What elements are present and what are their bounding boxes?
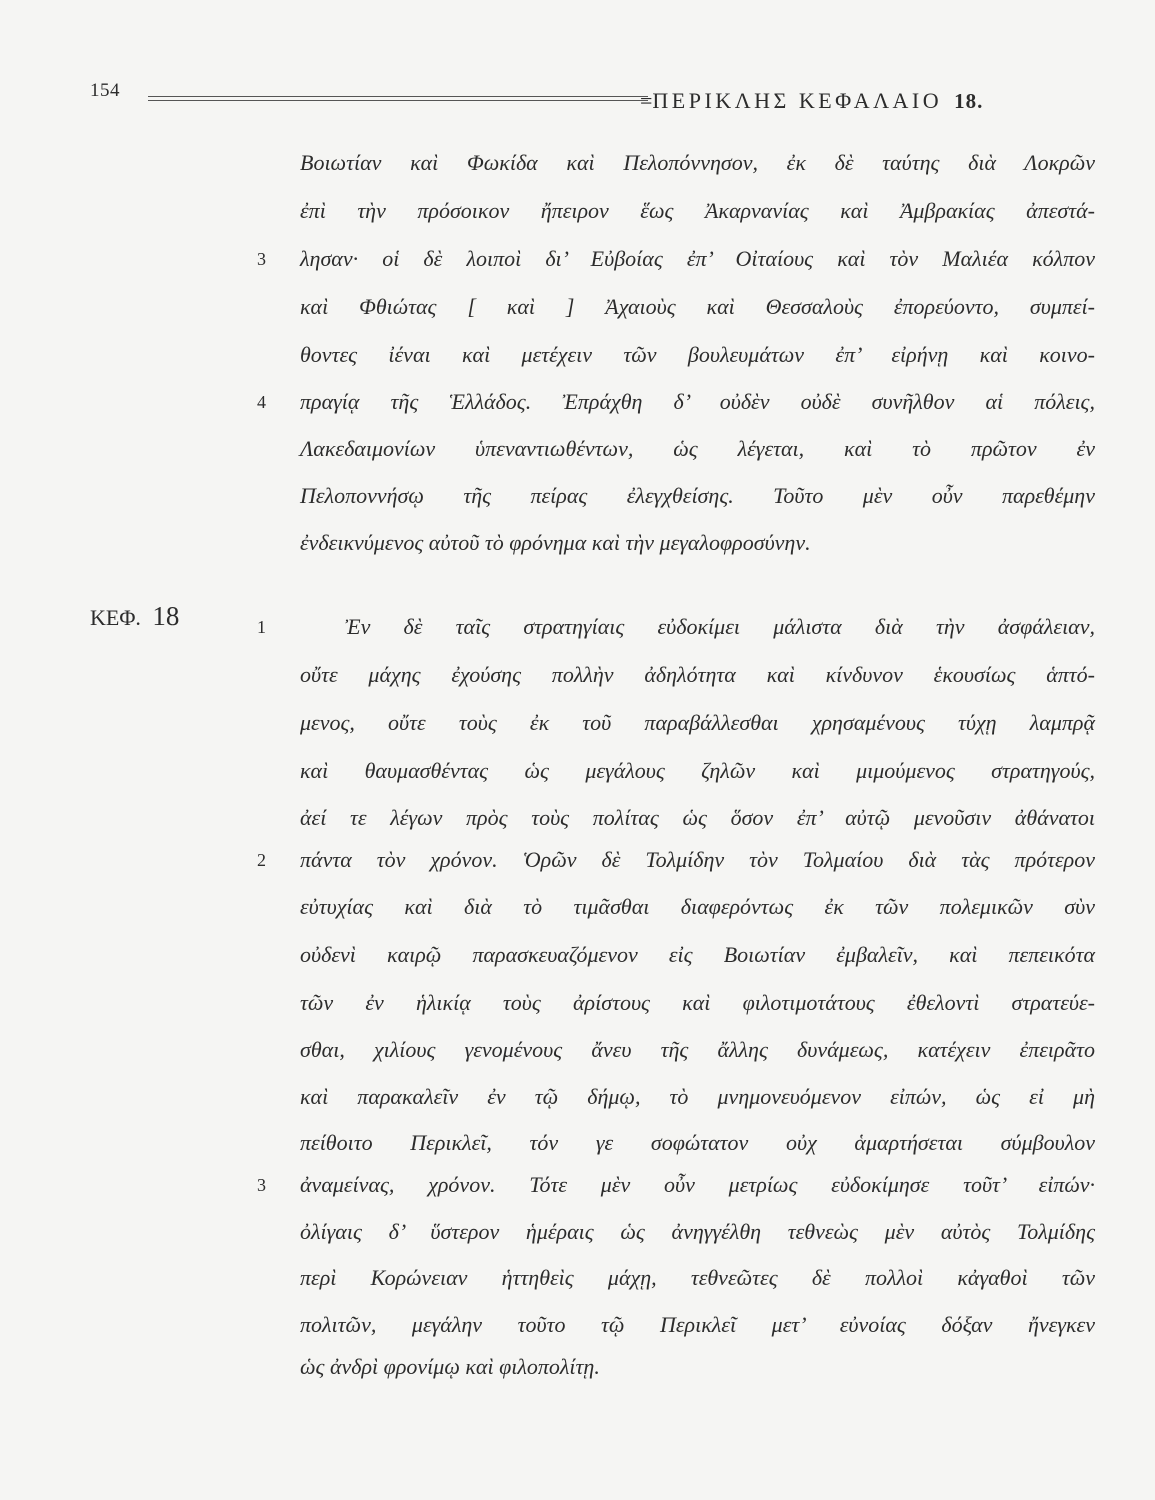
text-line: λησαν· οἱ δὲ λοιποὶ δι’ Εὐβοίας ἐπ’ Οἰταίους καὶ τὸν Μαλιέα κόλπον — [300, 246, 1095, 271]
text-line: Βοιωτίαν καὶ Φωκίδα καὶ Πελοπόννησον, ἐκ δὲ ταύτης διὰ Λοκρῶν — [300, 150, 1095, 175]
section-heading — [90, 601, 179, 633]
margin-number: 3 — [257, 249, 266, 269]
text-line: καὶ Φθιώτας [ καὶ ] Ἀχαιοὺς καὶ Θεσσαλοὺς ἐπορεύοντο, συμπεί- — [300, 294, 1095, 319]
text-line: ἐνδεικνύμενος αὐτοῦ τὸ φρόνημα καὶ τὴν μεγαλοφροσύνην. — [300, 530, 811, 555]
header-title: ΠΕΡΙΚΛΗΣ ΚΕΦΑΛΑΙΟ — [652, 88, 943, 113]
page-number: 154 — [90, 80, 120, 101]
text-line: θοντες ἰέναι καὶ μετέχειν τῶν βουλευμάτων ἐπ’ εἰρήνῃ καὶ κοινο- — [300, 342, 1095, 367]
header-chapter: 18. — [954, 89, 984, 113]
text-line: Πελοποννήσῳ τῆς πείρας ἐλεγχθείσης. Τοῦτο μὲν οὖν παρεθέμην — [300, 483, 1095, 508]
text-line: ἐπὶ τὴν πρόσοικον ἤπειρον ἕως Ἀκαρνανίας καὶ Ἀμβρακίας ἀπεστά- — [300, 198, 1095, 223]
text-line: καὶ θαυμασθέντας ὡς μεγάλους ζηλῶν καὶ μιμούμενος στρατηγούς, — [300, 758, 1095, 783]
text-line: οὔτε μάχης ἐχούσης πολλὴν ἀδηλότητα καὶ κίνδυνον ἑκουσίως ἁπτό- — [300, 662, 1095, 687]
text-line: πάντα τὸν χρόνον. Ὁρῶν δὲ Τολμίδην τὸν Τολμαίου διὰ τὰς πρότερον — [300, 847, 1095, 872]
running-header: =ΠΕΡΙΚΛΗΣ ΚΕΦΑΛΑΙΟ 18. — [640, 88, 984, 113]
header-rule-top — [148, 96, 648, 97]
header-rule-bottom — [148, 100, 648, 101]
text-line: ἀναμείνας, χρόνον. Τότε μὲν οὖν μετρίως εὐδοκίμησε τοῦτ’ εἰπών· — [300, 1172, 1095, 1197]
text-line: ἀεί τε λέγων πρὸς τοὺς πολίτας ὡς ὅσον ἐπ’ αὐτῷ μενοῦσιν ἀθάνατοι — [300, 805, 1095, 830]
margin-number: 4 — [257, 392, 266, 412]
text-line: πραγίᾳ τῆς Ἑλλάδος. Ἐπράχθη δ’ οὐδὲν οὐδὲ συνῆλθον αἱ πόλεις, — [300, 389, 1095, 414]
text-line: πείθοιτο Περικλεῖ, τόν γε σοφώτατον οὐχ ἁμαρτήσεται σύμβουλον — [300, 1130, 1095, 1155]
text-line: τῶν ἐν ἡλικίᾳ τοὺς ἀρίστους καὶ φιλοτιμοτάτους ἐθελοντὶ στρατεύε- — [300, 990, 1095, 1015]
text-line: Λακεδαιμονίων ὑπεναντιωθέντων, ὡς λέγεται, καὶ τὸ πρῶτον ἐν — [300, 436, 1095, 461]
text-line: πολιτῶν, μεγάλην τοῦτο τῷ Περικλεῖ μετ’ εὐνοίας δόξαν ἤνεγκεν — [300, 1312, 1095, 1337]
text-line: ὡς ἀνδρὶ φρονίμῳ καὶ φιλοπολίτῃ. — [300, 1354, 600, 1379]
text-line: εὐτυχίας καὶ διὰ τὸ τιμᾶσθαι διαφερόντως ἐκ τῶν πολεμικῶν σὺν — [300, 894, 1095, 919]
text-line: περὶ Κορώνειαν ἡττηθεὶς μάχῃ, τεθνεῶτες δὲ πολλοὶ κἀγαθοὶ τῶν — [300, 1265, 1095, 1290]
text-line: σθαι, χιλίους γενομένους ἄνευ τῆς ἄλλης δυνάμεως, κατέχειν ἐπειρᾶτο — [300, 1037, 1095, 1062]
section-label: ΚΕΦ. — [90, 605, 141, 630]
text-line: οὐδενὶ καιρῷ παρασκευαζόμενον εἰς Βοιωτίαν ἐμβαλεῖν, καὶ πεπεικότα — [300, 942, 1095, 967]
text-line: μενος, οὔτε τοὺς ἐκ τοῦ παραβάλλεσθαι χρησαμένους τύχῃ λαμπρᾷ — [300, 710, 1095, 735]
text-line: Ἐν δὲ ταῖς στρατηγίαις εὐδοκίμει μάλιστα διὰ τὴν ἀσφάλειαν, — [345, 614, 1095, 639]
margin-number: 2 — [257, 850, 266, 870]
text-line: καὶ παρακαλεῖν ἐν τῷ δήμῳ, τὸ μνημονευόμενον εἰπών, ὡς εἰ μὴ — [300, 1084, 1095, 1109]
section-number: 18 — [152, 601, 180, 631]
margin-number: 1 — [257, 617, 266, 637]
text-line: ὀλίγαις δ’ ὕστερον ἡμέραις ὡς ἀνηγγέλθη τεθνεὼς μὲν αὐτὸς Τολμίδης — [300, 1219, 1095, 1244]
margin-number: 3 — [257, 1175, 266, 1195]
